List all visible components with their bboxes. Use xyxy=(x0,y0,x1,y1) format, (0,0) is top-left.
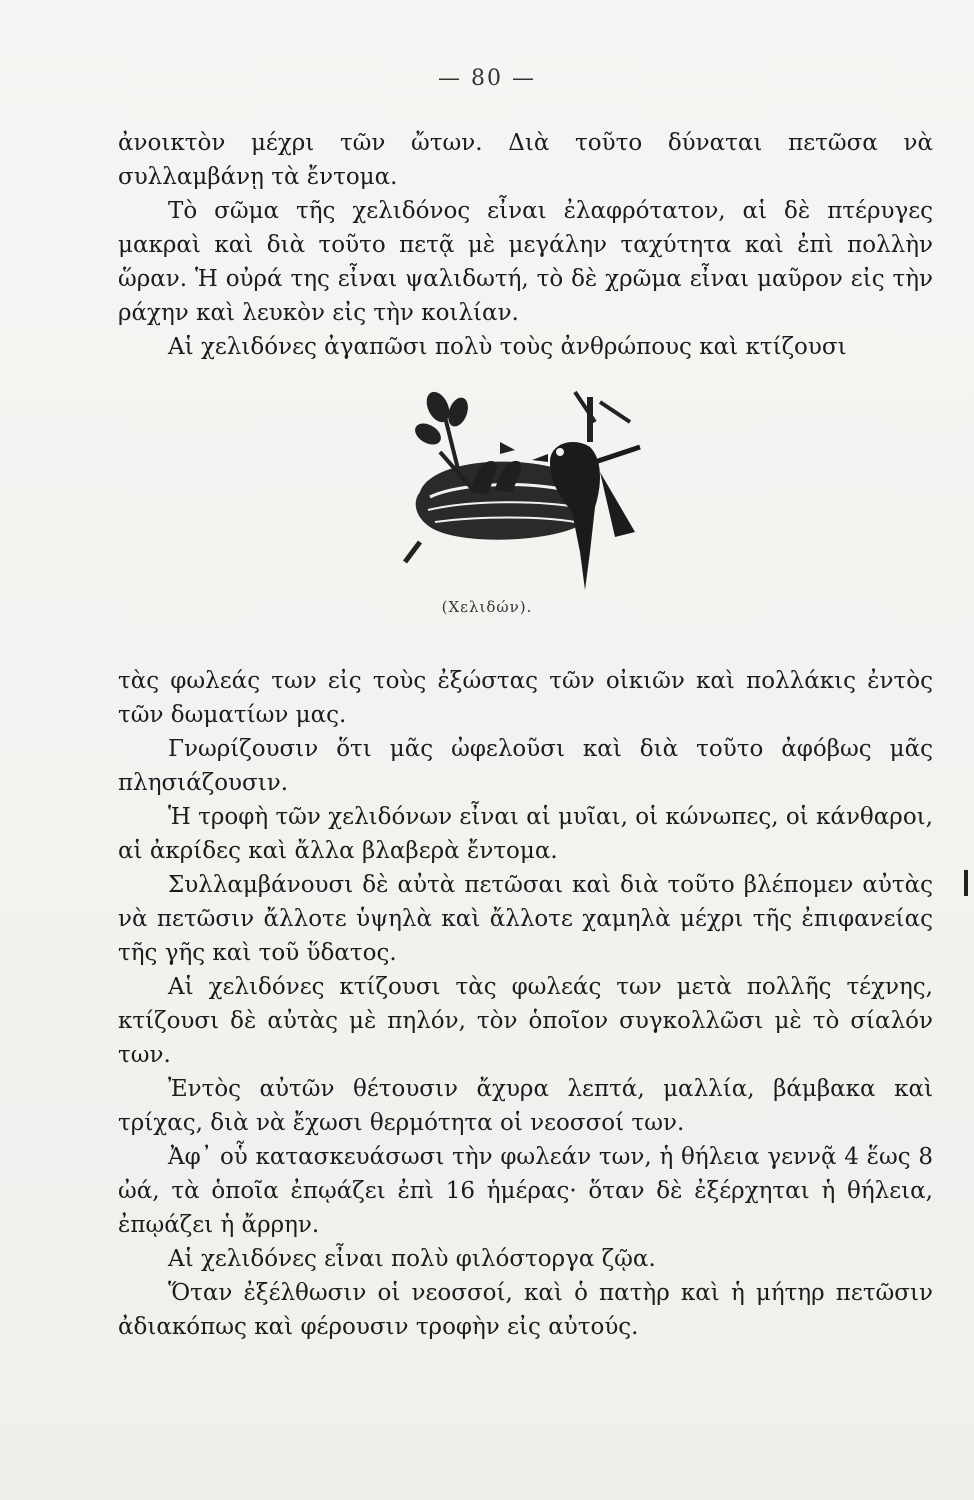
paragraph: ἀνοικτὸν μέχρι τῶν ὤτων. Διὰ τοῦτο δύναται πετῶσα νὰ συλλαμβάνῃ τὰ ἔντομα. xyxy=(118,130,933,190)
paragraph: Γνωρίζουσιν ὅτι μᾶς ὠφελοῦσι καὶ διὰ τοῦτο ἀφόβως μᾶς πλησιάζουσιν. xyxy=(118,736,933,796)
paragraph: Τὸ σῶμα τῆς χελιδόνος εἶναι ἐλαφρότατον, αἱ δὲ πτέρυγες μακραὶ καὶ διὰ τοῦτο πετᾷ μὲ μεγάλην ταχύτητα καὶ ἐπὶ πολλὴν ὥραν. Ἡ οὐρά της εἶναι ψαλιδωτή, τὸ δὲ χρῶμα εἶναι μαῦρον εἰς τὴν ράχην καὶ λευκὸν εἰς τὴν κοιλίαν. xyxy=(118,198,933,326)
paragraph: Ἀφ᾽ οὗ κατασκευάσωσι τὴν φωλεάν των, ἡ θήλεια γεννᾷ 4 ἕως 8 ὠά, τὰ ὁποῖα ἐπῳάζει ἐπὶ 16 ἡμέρας· ὅταν δὲ ἐξέρχηται ἡ θήλεια, ἐπῳάζει ἡ ἄρρην. xyxy=(118,1144,933,1238)
figure-caption: (Χελιδών). xyxy=(441,598,533,616)
text-block-bottom xyxy=(118,664,933,1344)
paragraph: Ἐντὸς αὐτῶν θέτουσιν ἄχυρα λεπτά, μαλλία, βάμβακα καὶ τρίχας, διὰ νὰ ἔχωσι θερμότητα οἱ νεοσσοί των. xyxy=(118,1076,933,1136)
swallow-nest-illustration xyxy=(400,382,650,592)
paragraph: Ἡ τροφὴ τῶν χελιδόνων εἶναι αἱ μυῖαι, οἱ κώνωπες, οἱ κάνθαροι, αἱ ἀκρίδες καὶ ἄλλα βλαβερὰ ἔντομα. xyxy=(118,804,933,864)
page-number: — 80 — xyxy=(438,66,536,91)
paragraph: Αἱ χελιδόνες εἶναι πολὺ φιλόστοργα ζῷα. xyxy=(168,1246,656,1272)
paragraph: Συλλαμβάνουσι δὲ αὐτὰ πετῶσαι καὶ διὰ τοῦτο βλέπομεν αὐτὰς νὰ πετῶσιν ἄλλοτε ὑψηλὰ καὶ ἄλλοτε χαμηλὰ μέχρι τῆς ἐπιφανείας τῆς γῆς καὶ τοῦ ὕδατος. xyxy=(118,872,933,966)
page-edge-mark xyxy=(964,870,968,896)
paragraph: Ὅταν ἐξέλθωσιν οἱ νεοσσοί, καὶ ὁ πατὴρ καὶ ἡ μήτηρ πετῶσιν ἀδιακόπως καὶ φέρουσιν τροφὴν εἰς αὐτούς. xyxy=(118,1280,933,1340)
text-block-top xyxy=(118,126,933,364)
paragraph: Αἱ χελιδόνες ἀγαπῶσι πολὺ τοὺς ἀνθρώπους καὶ κτίζουσι xyxy=(168,334,847,360)
paragraph: τὰς φωλεάς των εἰς τοὺς ἐξώστας τῶν οἰκιῶν καὶ πολλάκις ἐντὸς τῶν δωματίων μας. xyxy=(118,668,933,728)
paragraph: Αἱ χελιδόνες κτίζουσι τὰς φωλεάς των μετὰ πολλῆς τέχνης, κτίζουσι δὲ αὐτὰς μὲ πηλόν, τὸν ὁποῖον συγκολλῶσι μὲ τὸ σίαλόν των. xyxy=(118,974,933,1068)
